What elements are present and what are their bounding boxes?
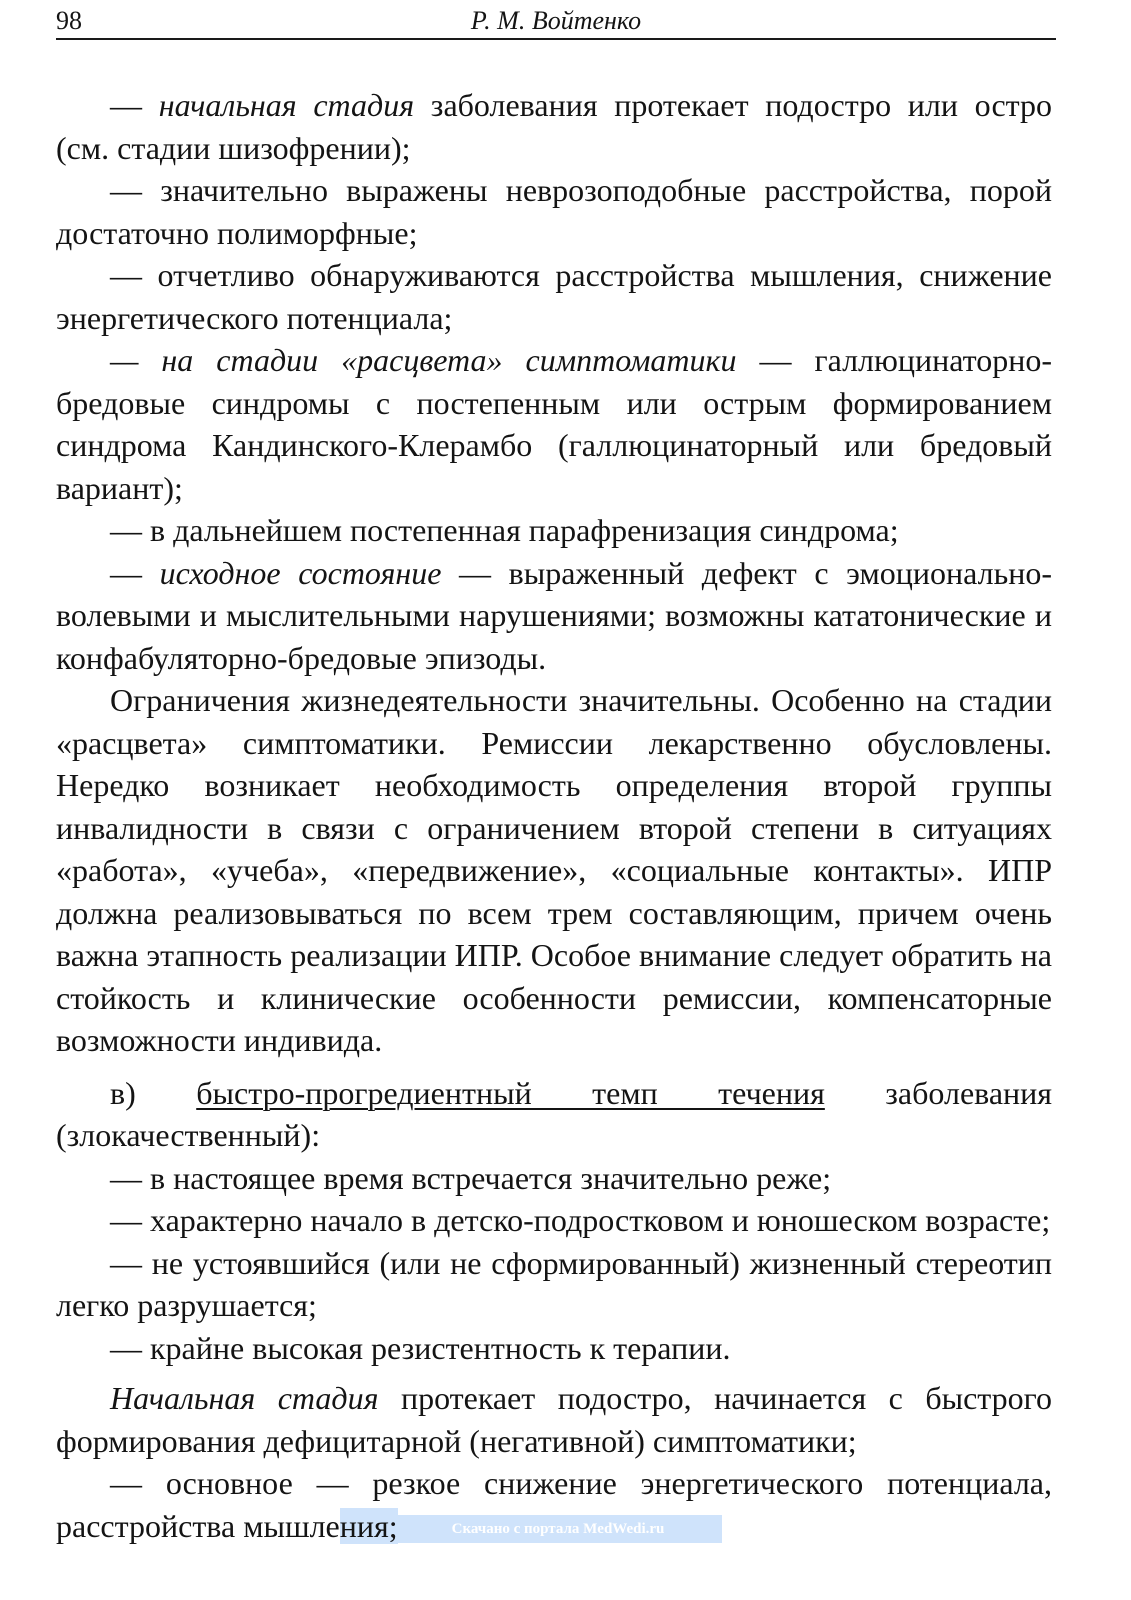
italic-term: — на стадии «расцвета» симптоматики: [110, 342, 737, 378]
paragraph: — в дальнейшем постепенная парафренизация синдрома;: [110, 512, 899, 548]
paragraph: — значительно выражены неврозоподобные расстройства, порой достаточно полиморфные;: [56, 172, 1052, 251]
paragraph: — отчетливо обнаруживаются расстройства мышления, снижение энергетического потенциала;: [56, 257, 1052, 336]
italic-term: начальная стадия: [158, 87, 415, 123]
watermark-banner: Скачано с портала MedWedi.ru: [398, 1515, 723, 1543]
body-text: [56, 84, 1052, 1547]
paragraph: — характерно начало в детско-подростковом и юношеском возрасте;: [110, 1202, 1051, 1238]
running-head-author: Р. М. Войтенко: [470, 6, 642, 35]
paragraph: — начальная стадия заболевания протекает подостро или остро (см. стадии шизофрении);: [56, 87, 1053, 166]
paragraph: — не устоявшийся (или не сформированный) жизненный стереотип легко разрушается;: [56, 1244, 1052, 1323]
paragraph: — основное — резкое снижение энергетического потенциала, расстройства мышления; Скачано с портала MedWedi.ru: [56, 1465, 1052, 1544]
paragraph: — крайне высокая резистентность к терапии.: [110, 1329, 731, 1366]
paragraph: — в настоящее время встречается значительно реже;: [110, 1159, 832, 1196]
paragraph: в) быстро-прогредиентный темп течения заболевания (злокачественный):: [56, 1074, 1053, 1153]
page-number: 98: [56, 6, 82, 35]
italic-term: Начальная стадия: [110, 1380, 379, 1416]
paragraph: — исходное состояние — выраженный дефект с эмоционально-волевыми и мыслительными нарушениями; возможны кататонические и конфабуляторно-бредовые эпизоды.: [56, 554, 1053, 676]
paragraph: — на стадии «расцвета» симптоматики — галлюцинаторно-бредовые синдромы с постепенным или острым формированием синдрома Кандинского-Клерамбо (галлюцинаторный или бредовый вариант);: [56, 342, 1053, 506]
page-header: [56, 4, 1056, 40]
italic-term: исходное состояние: [159, 554, 442, 591]
paragraph: Начальная стадия протекает подостро, начинается с быстрого формирования дефицитарной (негативной) симптоматики;: [56, 1380, 1053, 1459]
paragraph: Ограничения жизнедеятельности значительны. Особенно на стадии «расцвета» симптоматики. Ремиссии лекарственно обусловлены. Нередко возникает необходимость определения второй группы инвалидности в связи с ограничением второй степени в ситуациях «работа», «учеба», «передвижение», «социальные контакты». ИПР должна реализовываться по всем трем составляющим, причем очень важна этапность реализации ИПР. Особое внимание следует обратить на стойкость и клинические особенности ремиссии, компенсаторные возможности индивида.: [56, 682, 1052, 1058]
underlined-term: быстро-прогредиентный темп течения: [196, 1074, 825, 1111]
